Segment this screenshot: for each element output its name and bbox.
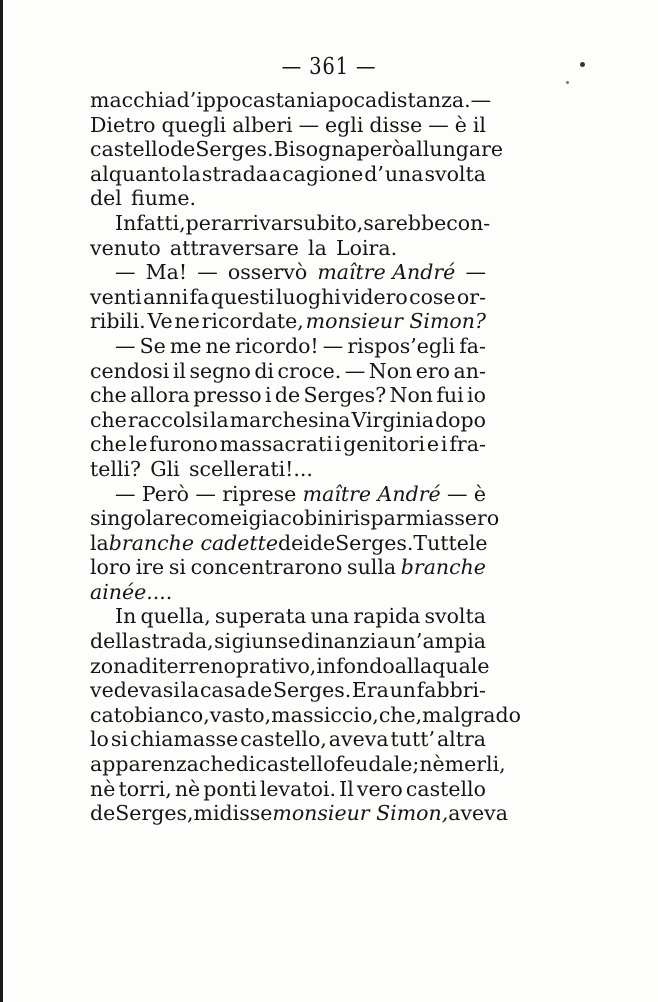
word: loro [90,555,132,580]
word: nè [90,776,116,801]
word: me [169,333,202,358]
word: segno [189,358,251,383]
word: croce. [277,358,342,383]
word: allora [130,383,190,408]
word: è [454,112,467,137]
italic-word: maître André [317,260,456,285]
word: il [472,112,486,137]
word: quale [432,653,490,678]
word: un’ampia [389,629,486,654]
word: Loira. [336,235,398,260]
word: i [440,432,448,457]
word: della [90,629,141,654]
word: casa [199,678,247,703]
text-line [90,531,486,556]
word: attraversare [169,235,299,260]
word: zona [90,653,139,678]
word: ne [174,309,200,334]
word: cose [409,284,456,309]
page-number: — 361 — [281,54,377,80]
word: si [214,629,232,654]
word: apparenza [90,752,199,777]
word: giunse [231,629,301,654]
word: torri, [118,776,172,801]
word: le [468,530,488,555]
text-line [90,580,486,605]
text-line [90,186,486,211]
word: — [195,481,216,506]
word: aveva [448,801,508,826]
text-line [90,408,486,433]
word: Serges. [272,678,352,703]
text-line [90,309,486,334]
word: i [334,432,342,457]
text-line [90,162,486,187]
word: osservò [227,260,308,285]
word: malgrado [422,702,521,727]
word: singolare [90,506,187,531]
word: giacobini [248,506,344,531]
word: ricordate, [201,309,304,334]
word: la [308,235,327,260]
text-line [90,383,486,408]
word: Non [389,383,433,408]
word: disse [369,112,423,137]
italic-word: branche [400,555,486,580]
word: che, [378,702,423,727]
word: fabbri- [416,678,486,703]
word: or- [456,284,486,309]
word: ponti [203,776,257,801]
word: furono [149,432,218,457]
word: cendosi [90,358,170,383]
word: fui [436,383,464,408]
word: chiamasse [129,727,239,752]
word: dopo [435,407,486,432]
word: svolta [424,604,486,629]
word: Serges. [335,530,414,555]
italic-word: ainée.... [90,579,173,604]
text-line [90,285,486,310]
word: concentrarono [190,555,343,580]
word: — [322,333,344,358]
word: Dietro [90,112,156,137]
word: questi [210,284,275,309]
word: Era [351,678,389,703]
word: quegli [161,112,227,137]
word: de [309,530,336,555]
word: che [90,383,127,408]
word: però [356,137,405,162]
word: telli? [90,456,142,481]
word: Se [139,333,166,358]
word: strada, [141,629,214,654]
word: — [298,112,320,137]
word: — [197,260,218,285]
word: castello [405,776,486,801]
word: di [138,653,159,678]
word: con- [446,210,491,235]
text-line [90,210,491,236]
page-edge-line [0,0,3,1002]
text-line [90,506,500,531]
word: disse [219,801,273,826]
word: fra- [449,432,486,457]
word: videro [342,284,408,309]
word: prativo, [235,653,317,678]
word: risparmiassero [343,506,500,531]
word: e [426,432,440,457]
word: Serges? [303,383,387,408]
word: castello, [240,727,327,752]
word: fa [189,284,210,309]
text-line [90,113,486,138]
word: d’ [364,161,384,186]
word: vedevasi [90,678,180,703]
text-line [90,653,490,679]
word: la [209,407,229,432]
word: poca [328,88,378,112]
word: altra [436,727,486,752]
word: an- [453,358,486,383]
word: — [115,333,136,358]
text-line [90,359,486,384]
word: — [115,260,136,285]
word: de [247,678,273,703]
word: raccolsi [127,407,209,432]
word: sulla [347,555,397,580]
word: vasto, [209,702,272,727]
word: Il [339,776,354,801]
word: che [90,407,127,432]
word: feudale; [335,752,420,777]
word: io [467,383,486,408]
word: cagione [282,161,364,186]
word: de [274,383,301,408]
word: di [235,752,256,777]
italic-word: monsieur Simon, [272,801,449,826]
word: genitori [343,432,426,457]
body-text [90,88,521,826]
word: a [315,88,329,112]
italic-word: branche cadette [108,530,279,555]
word: — [428,112,449,137]
word: per [185,210,221,235]
word: vero [356,776,403,801]
word: terreno [158,653,236,678]
word: ero [415,358,451,383]
word: In [115,604,137,629]
word: una [310,604,350,629]
word: castello [255,752,336,777]
word: sarebbe [363,210,447,235]
word: tutt’ [390,727,435,752]
text-line [90,604,486,629]
text-line [90,457,486,482]
word: una [384,161,424,186]
word: nè [419,752,445,777]
text-line [90,334,486,359]
word: ire [135,555,165,580]
word: fiume. [131,186,196,211]
word: quella, [140,604,211,629]
word: — [465,260,486,285]
word: castello [90,137,171,162]
word: cato [90,702,135,727]
word: ne [205,333,231,358]
word: rapida [353,604,421,629]
word: un [389,678,416,703]
word: subito, [292,210,364,235]
word: de [90,801,116,826]
word: Ve [147,309,173,334]
word: venti [90,284,142,309]
word: è [473,481,486,506]
word: la [180,678,200,703]
word: mi [193,801,220,826]
text-line [90,629,486,654]
word: Virginia [351,407,435,432]
word: allungare [404,137,504,162]
text-line [90,260,486,285]
word: ribili. [90,309,146,334]
text-line [90,777,486,802]
word: il [172,358,186,383]
text-line [90,727,486,752]
word: — [115,481,136,506]
word: a [268,161,282,186]
word: che [198,752,236,777]
word: luoghi [275,284,341,309]
word: scellerati!... [188,456,313,481]
word: levatoi. [259,776,337,801]
word: del [90,186,122,211]
word: di [254,358,274,383]
word: nè [174,776,201,801]
word: Serges, [115,801,194,826]
word: alberi [232,112,293,137]
word: le [128,432,148,457]
word: svolta [424,161,486,186]
word: lo [90,727,109,752]
word: aveva [328,727,389,752]
word: si [110,727,128,752]
word: macchia [90,88,177,112]
word: Ma! [145,260,188,285]
text-line [90,752,506,777]
word: Serges. [195,137,274,162]
word: bianco, [134,702,210,727]
word: — [446,481,468,506]
word: d’ippocastani [176,88,316,112]
word: Gli [150,456,180,481]
word: egli [325,112,364,137]
word: Tutte [413,530,469,555]
word: massiccio, [271,702,379,727]
word: ricordo! [234,333,319,358]
word: dinanzi [300,629,377,654]
text-line [90,702,521,728]
word: a [376,629,390,654]
word: alquanto [90,161,182,186]
word: merli, [444,752,506,777]
text-line [90,236,486,261]
italic-word: maître André [302,481,441,506]
word: — [470,88,492,112]
word: de [170,137,196,162]
text-line [90,137,504,162]
word: in [316,653,337,678]
word: alla [394,653,433,678]
word: i [241,506,249,531]
word: dei [278,530,310,555]
word: presso [193,383,262,408]
text-line [90,88,492,113]
word: Però [141,481,190,506]
word: distanza. [377,88,471,112]
text-line [90,801,508,826]
text-line [90,678,486,703]
word: Non [368,358,413,383]
word: venuto [90,235,161,260]
word: riprese [222,481,297,506]
word: come [186,506,242,531]
word: superata [214,604,307,629]
word: Bisogna [273,137,357,162]
word: rispos’egli [347,333,456,358]
word: la [182,161,201,186]
word: fondo [336,653,395,678]
word: che [90,432,127,457]
word: anni [143,284,189,309]
word: strada [201,161,268,186]
word: fa- [459,333,486,358]
word: Infatti, [115,210,186,235]
text-line [90,432,486,457]
word: si [168,555,186,580]
word: arrivar [220,210,293,235]
word: i [264,383,272,408]
word: — [344,358,366,383]
text-line [90,482,486,507]
word: marchesina [229,407,351,432]
word: la [90,530,109,555]
ink-speck [566,81,569,84]
word: massacrati [219,432,333,457]
italic-word: monsieur Simon? [305,309,486,334]
text-line [90,555,486,580]
